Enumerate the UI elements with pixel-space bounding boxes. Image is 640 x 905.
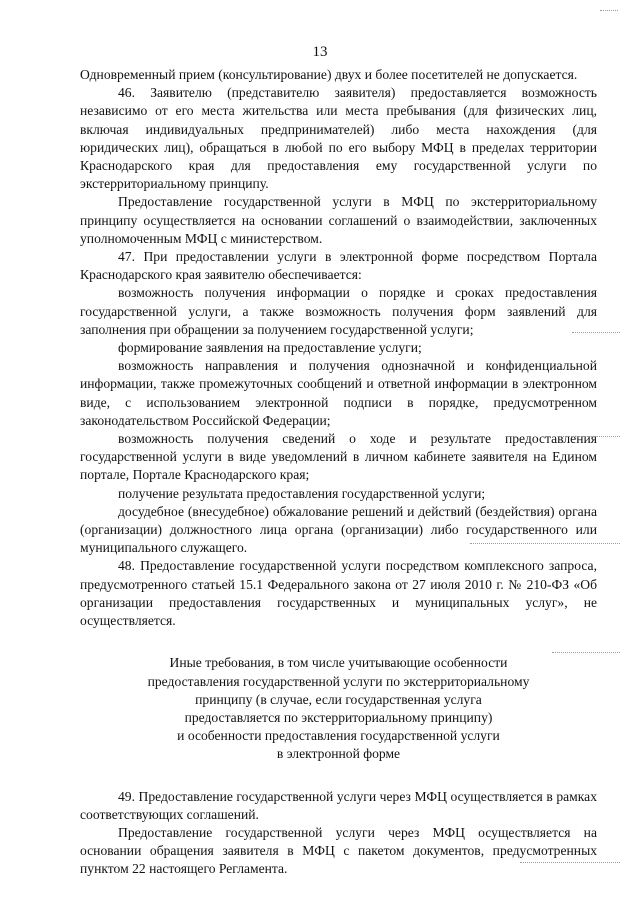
paragraph: 46. Заявителю (представителю заявителя) предоставляется возможность независимо от его места жительства или места пребывания (для физических лиц, включая индивидуальных предпринимателей) либо места нахождения (для юридических лиц), обращаться в любой по его выбору МФЦ в пределах территории Краснодарского края для предоставления ему государственной услуги по экстерриториальному принципу.: [80, 85, 597, 192]
scan-artifact: [560, 436, 620, 438]
page-number: 13: [312, 44, 328, 60]
section-heading-line: и особенности предоставления государственной услуги: [177, 728, 500, 744]
paragraph: 48. Предоставление государственной услуги посредством комплексного запроса, предусмотренного статьей 15.1 Федерального закона от 27 июля 2010 г. № 210-ФЗ «Об организации предоставления государственных и муниципальных услуг», не осуществляется.: [80, 558, 597, 629]
paragraph: формирование заявления на предоставление услуги;: [118, 340, 422, 356]
section-heading-line: принципу (в случае, если государственная услуга: [195, 691, 482, 707]
section-heading: [80, 654, 597, 763]
paragraph: Одновременный прием (консультирование) двух и более посетителей не допускается.: [80, 67, 578, 82]
paragraph: Предоставление государственной услуги в МФЦ по экстерриториальному принципу осуществляется на основании соглашений о взаимодействии, заключенных уполномоченным МФЦ с министерством.: [80, 194, 597, 246]
paragraph: 47. При предоставлении услуги в электронной форме посредством Портала Краснодарского края заявителю обеспечивается:: [80, 249, 597, 283]
section-heading-line: в электронной форме: [276, 746, 401, 762]
paragraph: получение результата предоставления государственной услуги;: [118, 485, 486, 501]
paragraphs-after-heading: [80, 788, 597, 879]
paragraphs-before-heading: [80, 66, 597, 630]
scan-artifact: [600, 10, 618, 12]
paragraph: возможность получения информации о порядке и сроках предоставления государственной услуги, а также возможность получения форм заявлений для заполнения при обращении за получением государственной услуги;: [80, 285, 597, 337]
scan-artifact: [520, 862, 620, 864]
paragraph: 49. Предоставление государственной услуги через МФЦ осуществляется в рамках соответствующих соглашений.: [80, 788, 597, 822]
section-heading-line: Иные требования, в том числе учитывающие особенности: [169, 655, 508, 671]
document-body: [80, 66, 597, 879]
scan-artifact: [572, 332, 620, 334]
paragraph: Предоставление государственной услуги через МФЦ осуществляется на основании обращения заявителя в МФЦ с пакетом документов, предусмотренных пунктом 22 настоящего Регламента.: [80, 824, 597, 877]
scan-artifact: [552, 652, 620, 654]
scan-artifact: [470, 543, 620, 545]
section-heading-line: предоставляется по экстерриториальному принципу): [184, 709, 493, 725]
paragraph: возможность получения сведений о ходе и результате предоставления государственной услуги в виде уведомлений в личном кабинете заявителя на Едином портале, Портале Краснодарского края;: [80, 431, 597, 483]
paragraph: досудебное (внесудебное) обжалование решений и действий (бездействия) органа (организации) должностного лица органа (организации) либо государственного или муниципального служащего.: [80, 503, 597, 556]
section-heading-line: предоставления государственной услуги по экстерриториальному: [147, 673, 530, 689]
paragraph: возможность направления и получения однозначной и конфиденциальной информации, также промежуточных сообщений и ответной информации в электронном виде, с использованием электронной подписи в порядке, предусмотренном законодательством Российской Федерации;: [80, 358, 597, 428]
